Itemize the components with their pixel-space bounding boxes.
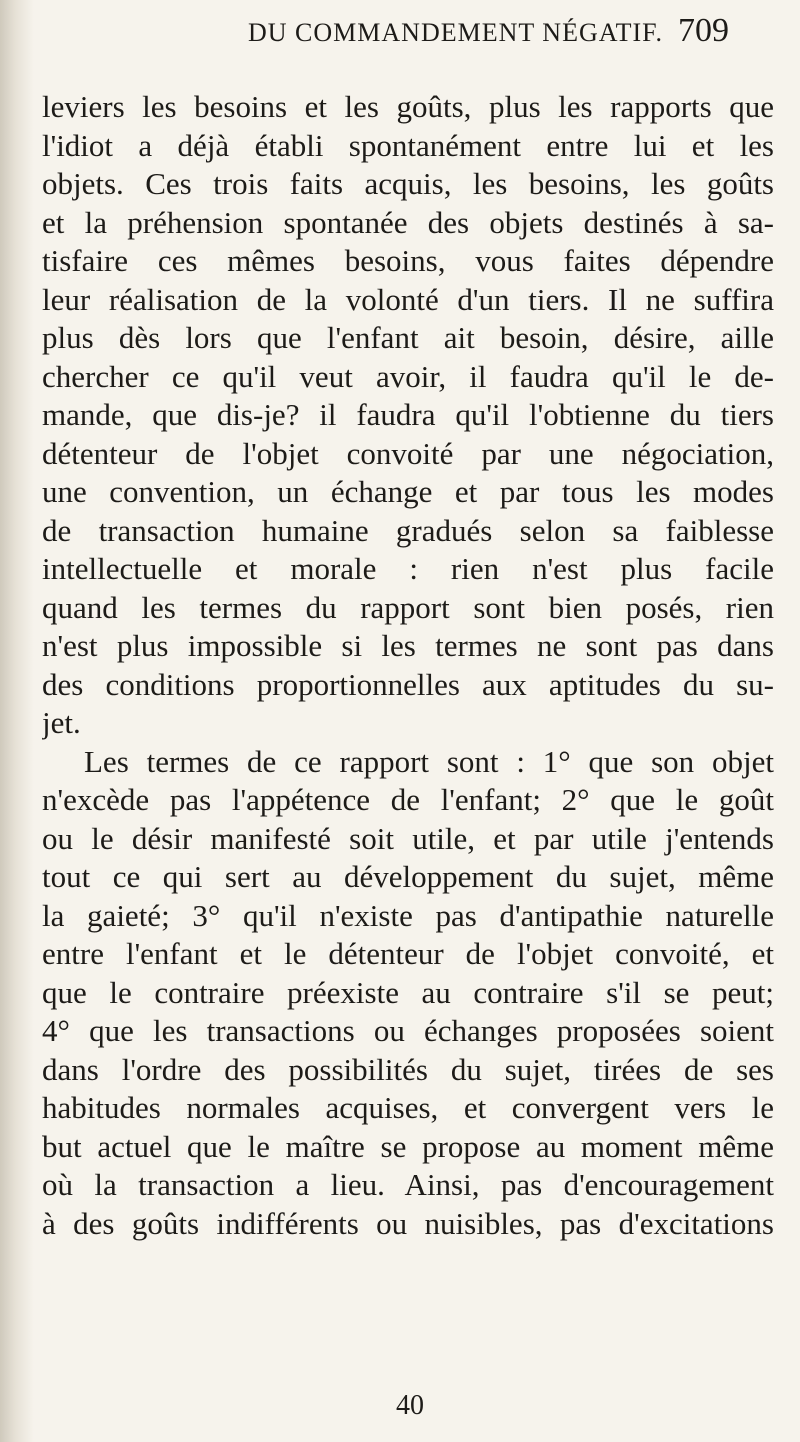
text-line: la gaieté; 3° qu'il n'existe pas d'antipathie naturelle	[42, 897, 774, 933]
page-number: 709	[678, 12, 729, 49]
running-title: DU COMMANDEMENT NÉGATIF.	[248, 18, 664, 47]
text-line: chercher ce qu'il veut avoir, il faudra qu'il le de-	[42, 358, 774, 394]
text-line: tisfaire ces mêmes besoins, vous faites dépendre	[42, 243, 774, 278]
binding-shadow	[0, 0, 34, 1442]
body-text	[42, 88, 774, 1243]
text-line: leur réalisation de la volonté d'un tiers. Il ne suffira	[42, 281, 774, 317]
text-line: de transaction humaine gradués selon sa faiblesse	[42, 512, 774, 548]
text-line: objets. Ces trois faits acquis, les besoins, les goûts	[42, 166, 774, 201]
text-line: à des goûts indifférents ou nuisibles, pas d'excitations	[42, 1205, 774, 1241]
text-line: ou le désir manifesté soit utile, et par utile j'entends	[42, 820, 774, 856]
text-line: et la préhension spontanée des objets destinés à sa-	[42, 204, 774, 240]
text-line: n'est plus impossible si les termes ne sont pas dans	[42, 628, 774, 663]
text-line: intellectuelle et morale : rien n'est plus facile	[42, 551, 774, 586]
signature-mark: 40	[396, 1390, 424, 1421]
text-line: tout ce qui sert au développement du sujet, même	[42, 859, 774, 894]
text-line: but actuel que le maître se propose au moment même	[42, 1128, 774, 1164]
text-line: où la transaction a lieu. Ainsi, pas d'encouragement	[42, 1167, 774, 1202]
text-line: que le contraire préexiste au contraire s'il se peut;	[42, 974, 774, 1010]
text-line: habitudes normales acquises, et convergent vers le	[42, 1090, 774, 1125]
text-line: entre l'enfant et le détenteur de l'objet convoité, et	[42, 936, 774, 971]
text-line: 4° que les transactions ou échanges proposées soient	[42, 1013, 774, 1048]
text-line: plus dès lors que l'enfant ait besoin, désire, aille	[42, 320, 774, 355]
text-line: n'excède pas l'appétence de l'enfant; 2° que le goût	[42, 782, 774, 817]
text-line: quand les termes du rapport sont bien posés, rien	[42, 589, 774, 625]
text-line: détenteur de l'objet convoité par une négociation,	[42, 435, 774, 471]
text-line: leviers les besoins et les goûts, plus les rapports que	[42, 89, 774, 124]
text-line: une convention, un échange et par tous les modes	[42, 474, 774, 509]
paragraph-end-line: jet.	[42, 705, 81, 740]
text-line: mande, que dis-je? il faudra qu'il l'obtienne du tiers	[42, 397, 774, 432]
text-line: des conditions proportionnelles aux aptitudes du su-	[42, 666, 774, 702]
text-line: l'idiot a déjà établi spontanément entre lui et les	[42, 127, 774, 163]
text-line: dans l'ordre des possibilités du sujet, tirées de ses	[42, 1051, 774, 1087]
paragraph-start-line: Les termes de ce rapport sont : 1° que son objet	[84, 743, 774, 779]
